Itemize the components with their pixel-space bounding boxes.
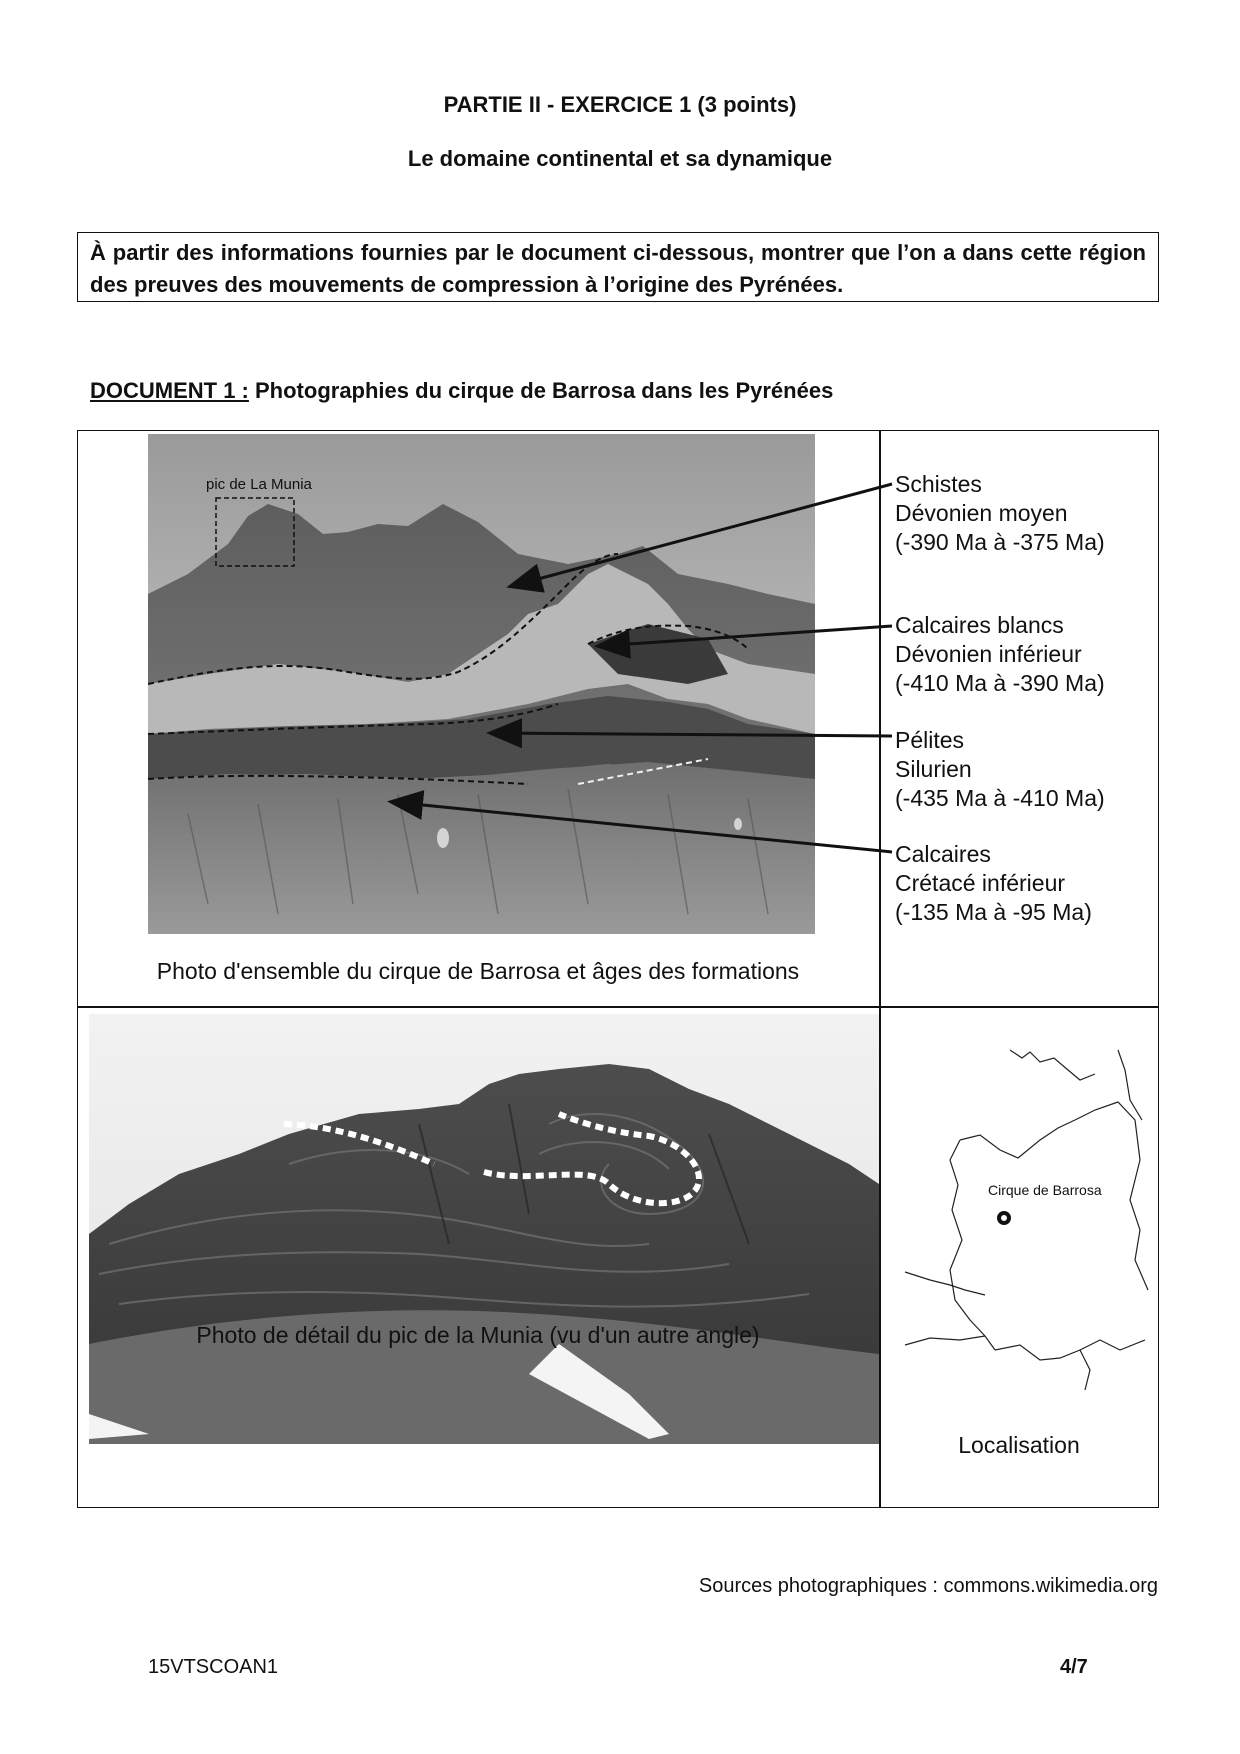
document-label: DOCUMENT 1 : — [90, 378, 249, 403]
detail-photo — [89, 1014, 879, 1444]
formation-rock: Calcaires — [895, 841, 991, 867]
overview-photo-caption: Photo d'ensemble du cirque de Barrosa et âges des formations — [156, 958, 800, 984]
footer-page-number: 4/7 — [1060, 1656, 1088, 1678]
formation-age: (-390 Ma à -375 Ma) — [895, 529, 1105, 555]
formation-period: Dévonien inférieur — [895, 641, 1082, 667]
overview-photo — [148, 434, 815, 934]
formation-age: (-435 Ma à -410 Ma) — [895, 785, 1105, 811]
table-divider-vertical — [879, 431, 881, 1507]
formation-rock: Calcaires blancs — [895, 612, 1064, 638]
formation-age: (-135 Ma à -95 Ma) — [895, 899, 1092, 925]
sources-note: Sources photographiques : commons.wikimedia.org — [698, 1575, 1158, 1597]
peak-label: pic de La Munia — [206, 476, 312, 493]
formation-label-schistes — [895, 470, 1105, 557]
task-box: À partir des informations fournies par le document ci-dessous, montrer que l’on a dans cette région des preuves des mouvements de compression à l’origine des Pyrénées. — [77, 232, 1159, 302]
location-map — [890, 1040, 1155, 1400]
formation-label-calcaires-blancs — [895, 611, 1105, 698]
formation-rock: Schistes — [895, 471, 982, 497]
formation-period: Silurien — [895, 756, 972, 782]
map-place-label: Cirque de Barrosa — [988, 1182, 1102, 1198]
table-divider-horizontal — [78, 1006, 1158, 1008]
page-subtitle: Le domaine continental et sa dynamique — [407, 146, 833, 171]
document-title: Photographies du cirque de Barrosa dans les Pyrénées — [248, 378, 834, 403]
formation-period: Dévonien moyen — [895, 500, 1068, 526]
map-caption: Localisation — [958, 1432, 1080, 1458]
detail-photo-caption: Photo de détail du pic de la Munia (vu d'un autre angle) — [196, 1322, 760, 1348]
formation-rock: Pélites — [895, 727, 965, 753]
document-heading — [90, 378, 833, 404]
page-title: PARTIE II - EXERCICE 1 (3 points) — [443, 92, 797, 117]
footer-code: 15VTSCOAN1 — [148, 1656, 279, 1678]
formation-label-calcaires-cretace — [895, 840, 1092, 927]
formation-age: (-410 Ma à -390 Ma) — [895, 670, 1105, 696]
formation-label-pelites — [895, 726, 1105, 813]
formation-period: Crétacé inférieur — [895, 870, 1066, 896]
